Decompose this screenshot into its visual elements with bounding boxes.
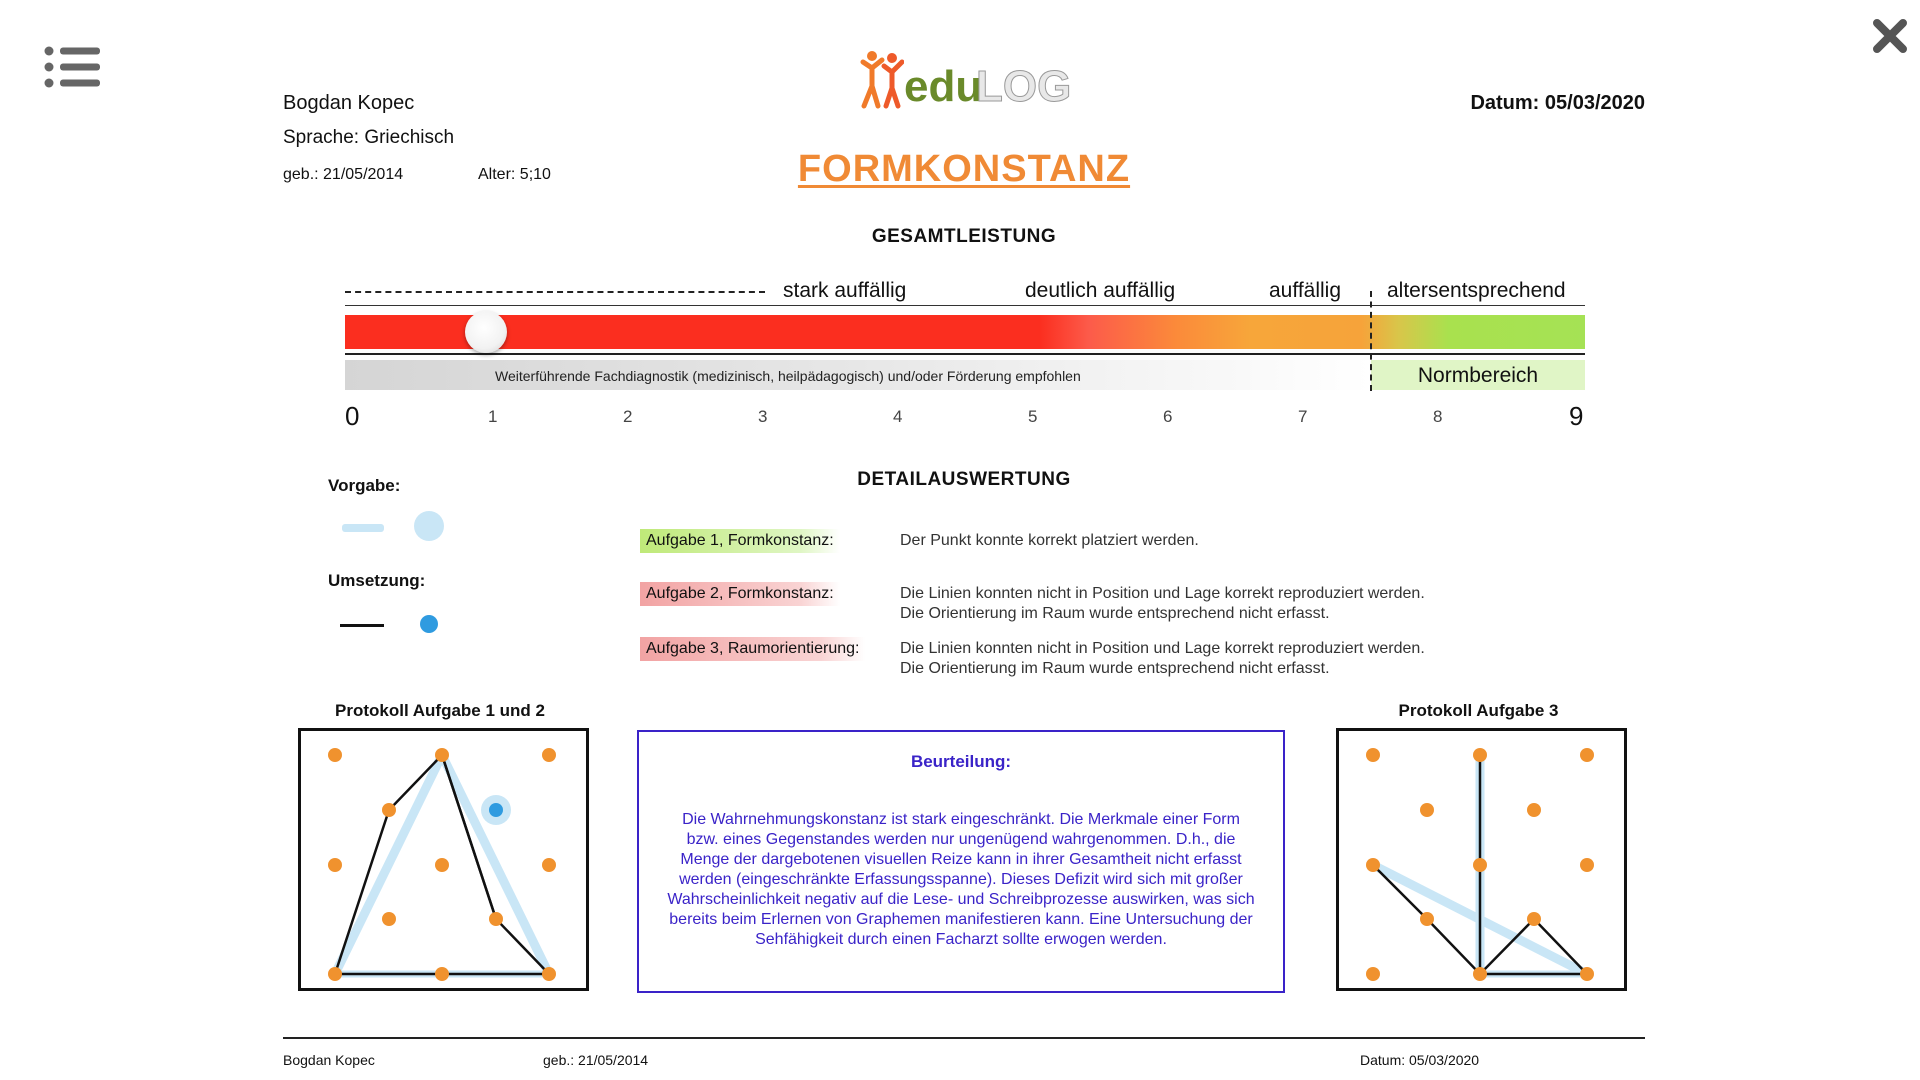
- footer-dob: geb.: 21/05/2014: [543, 1052, 649, 1068]
- task-3-line2: Die Orientierung im Raum wurde entsprechend nicht erfasst.: [900, 660, 1330, 677]
- edulog-logo: [860, 46, 1070, 116]
- task-2-result: [900, 584, 1425, 624]
- score-slider-knob[interactable]: [465, 311, 507, 353]
- category-stark: stark auffällig: [783, 279, 907, 302]
- scale-gradient-bar: [345, 315, 1585, 349]
- patient-dob: geb.: 21/05/2014: [283, 166, 404, 183]
- assessment-title: Beurteilung:: [910, 752, 1012, 771]
- category-auffaellig: auffällig: [1269, 279, 1342, 302]
- task-1-result: [900, 531, 1199, 551]
- patient-language: Sprache: Griechisch: [283, 127, 455, 148]
- grid-dot[interactable]: [542, 748, 556, 762]
- patient-age: Alter: 5;10: [478, 166, 551, 183]
- grid-dot[interactable]: [1366, 858, 1380, 872]
- target-line-icon: [342, 524, 384, 532]
- task-2-line1: Die Linien konnten nicht in Position und Lage korrekt reproduziert werden.: [900, 585, 1425, 602]
- tick-label: 2: [623, 407, 633, 426]
- report-date: Datum: 05/03/2020: [1470, 92, 1645, 114]
- grid-dot[interactable]: [328, 748, 342, 762]
- grid-dot[interactable]: [1580, 748, 1594, 762]
- grid-dot[interactable]: [1420, 912, 1434, 926]
- kids-figures-icon: [860, 48, 904, 110]
- tick-label: 4: [893, 407, 903, 426]
- detail-heading: DETAILAUSWERTUNG: [857, 469, 1071, 490]
- tick-label: 3: [758, 407, 768, 426]
- grid-dot[interactable]: [1527, 803, 1541, 817]
- grid-dot[interactable]: [435, 967, 449, 981]
- task-2-label: Aufgabe 2, Formkonstanz:: [640, 582, 840, 606]
- grid-dot[interactable]: [435, 858, 449, 872]
- norm-label: Normbereich: [1417, 364, 1539, 387]
- close-x-icon[interactable]: [1872, 18, 1908, 54]
- protocol-1-2-title: Protokoll Aufgabe 1 und 2: [335, 701, 545, 720]
- protocol-3-title: Protokoll Aufgabe 3: [1398, 701, 1559, 720]
- tick-label: 5: [1028, 407, 1038, 426]
- legend-actual-symbols: [340, 612, 450, 636]
- page-title: FORMKONSTANZ: [797, 148, 1131, 190]
- grid-dot[interactable]: [542, 967, 556, 981]
- footer-date: Datum: 05/03/2020: [1360, 1052, 1480, 1068]
- grid-dot[interactable]: [1366, 748, 1380, 762]
- grid-dot[interactable]: [328, 967, 342, 981]
- task-3-result: [900, 639, 1425, 679]
- actual-dot-icon: [420, 615, 438, 633]
- footer-divider: [283, 1037, 1645, 1039]
- category-deutlich: deutlich auffällig: [1025, 279, 1176, 302]
- grid-dot[interactable]: [1580, 858, 1594, 872]
- grid-dot[interactable]: [1473, 967, 1487, 981]
- tick-label: 7: [1298, 407, 1308, 426]
- patient-name: Bogdan Kopec: [283, 92, 415, 114]
- tick-label: 6: [1163, 407, 1173, 426]
- task-1-label: Aufgabe 1, Formkonstanz:: [640, 529, 840, 553]
- task-3-line1: Die Linien konnten nicht in Position und Lage korrekt reproduziert werden.: [900, 640, 1425, 657]
- menu-list-icon[interactable]: [44, 46, 100, 88]
- norm-divider: [1370, 291, 1372, 391]
- logo-log-text: LOG: [976, 62, 1072, 111]
- grid-dot[interactable]: [1473, 748, 1487, 762]
- protocol-3-grid: [1336, 728, 1627, 991]
- grid-dot[interactable]: [489, 912, 503, 926]
- tick-label: 1: [488, 407, 498, 426]
- logo-edu-text: edu: [904, 62, 983, 111]
- grid-dot[interactable]: [382, 803, 396, 817]
- grid-dot[interactable]: [542, 858, 556, 872]
- grid-dot[interactable]: [382, 912, 396, 926]
- performance-scale: [345, 275, 1585, 431]
- target-dot-icon: [414, 511, 444, 541]
- placed-point: [489, 803, 503, 817]
- grid-dot[interactable]: [328, 858, 342, 872]
- scale-bottom-line: [345, 353, 1585, 355]
- category-altersentsprechend: altersentsprechend: [1387, 279, 1566, 302]
- actual-line-icon: [340, 624, 384, 627]
- task-3-label: Aufgabe 3, Raumorientierung:: [640, 637, 865, 661]
- task-1-line1: Der Punkt konnte korrekt platziert werden.: [900, 532, 1199, 549]
- grid-dot[interactable]: [1527, 912, 1541, 926]
- grid-dot[interactable]: [1580, 967, 1594, 981]
- assessment-text: Die Wahrnehmungskonstanz ist stark eingeschränkt. Die Merkmale einer Form bzw. eines Gegenstandes werden nur ungenügend wahrgenommen. D.h., die Menge der dargebotenen visuellen Reize kann in ihrer Gesamtheit nicht erfasst werden (eingeschränkte Erfassungsspanne). Dieses Defizit wird sich mit großer Wahrscheinlichkeit negativ auf die Lese- und Schreibprozesse auswirken, was sich bereits beim Erlernen von Graphemen manifestieren kann. Eine Untersuchung der Sehfähigkeit durch einen Facharzt sollte erwogen werden.: [667, 811, 1255, 948]
- tick-label: 9: [1569, 401, 1584, 431]
- grid-dot[interactable]: [1473, 858, 1487, 872]
- assessment-box: [637, 730, 1285, 993]
- protocol-1-2-grid: [298, 728, 589, 991]
- tick-label: 0: [345, 401, 360, 431]
- grid-dot[interactable]: [1366, 967, 1380, 981]
- scale-top-line: [345, 305, 1585, 306]
- overall-heading: GESAMTLEISTUNG: [871, 226, 1057, 247]
- grid-dot[interactable]: [1420, 803, 1434, 817]
- recommendation-text: Weiterführende Fachdiagnostik (medizinisch, heilpädagogisch) und/oder Förderung empfohlen: [495, 368, 1081, 384]
- legend-actual-label: Umsetzung:: [328, 571, 426, 590]
- grid-dot[interactable]: [435, 748, 449, 762]
- legend-target-label: Vorgabe:: [328, 476, 401, 495]
- footer-name: Bogdan Kopec: [283, 1052, 375, 1068]
- task-2-line2: Die Orientierung im Raum wurde entsprechend nicht erfasst.: [900, 605, 1330, 622]
- tick-label: 8: [1433, 407, 1443, 426]
- actual-line: [442, 755, 496, 919]
- scale-dash-line: [345, 291, 765, 293]
- legend-target-symbols: [340, 508, 450, 544]
